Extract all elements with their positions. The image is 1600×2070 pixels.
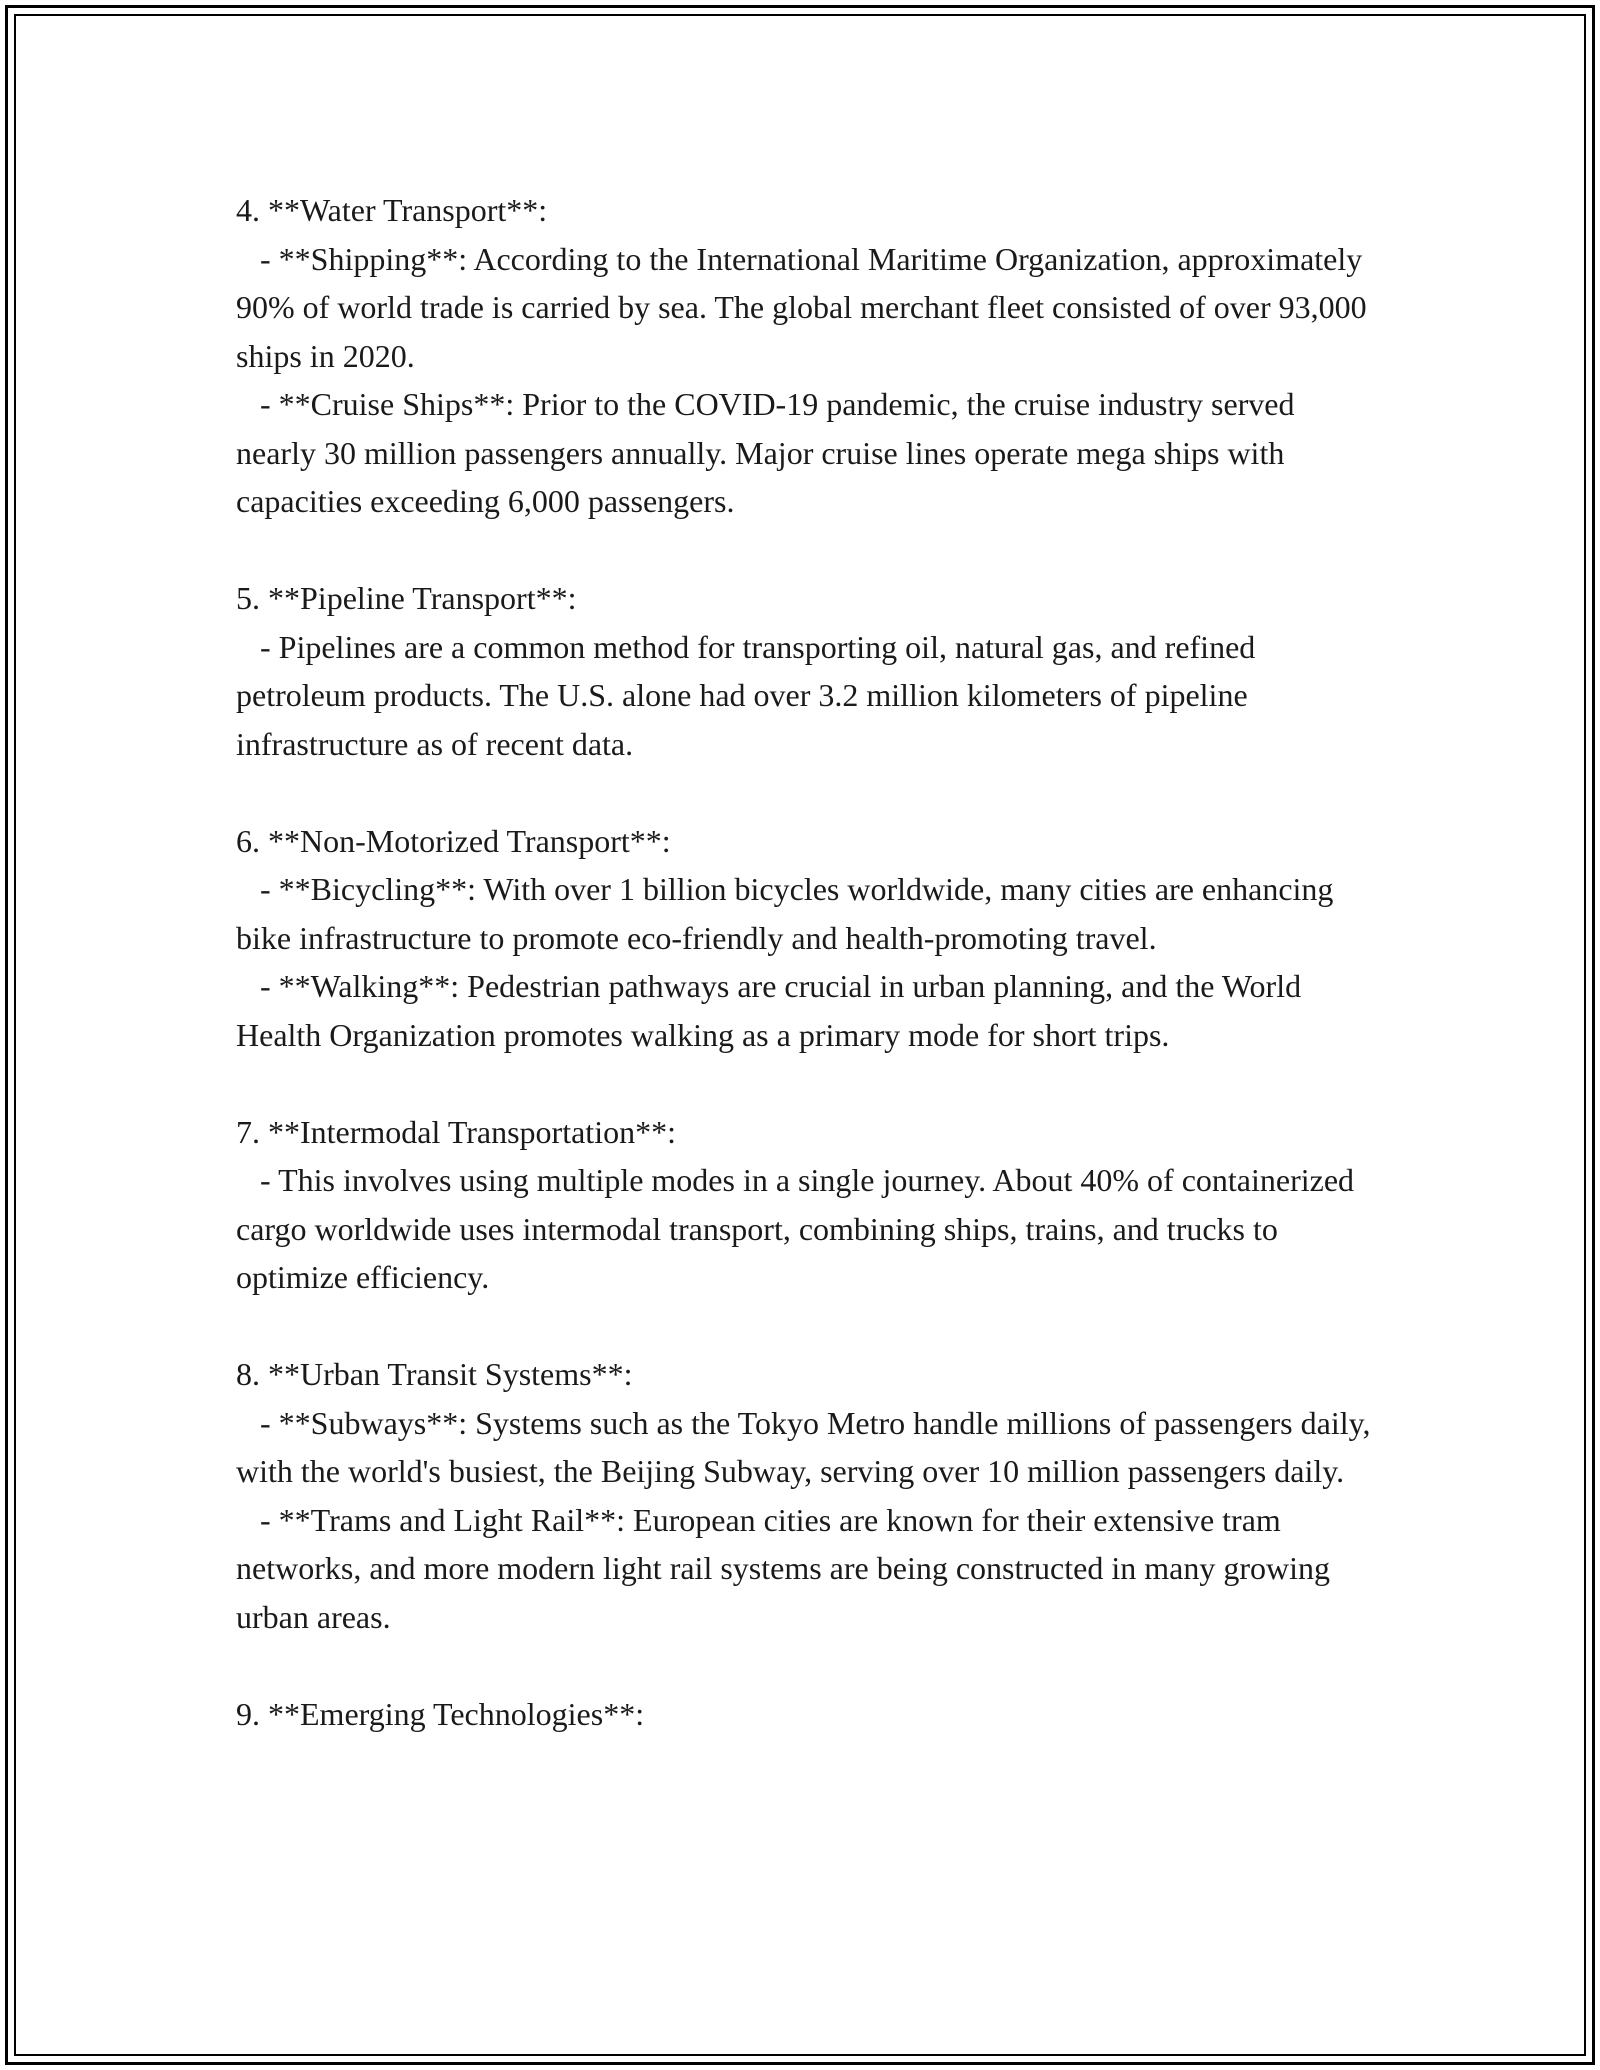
section-water-transport [236,186,1376,526]
section-non-motorized-transport [236,817,1376,1060]
section-heading: 7. **Intermodal Transportation**: [236,1113,676,1150]
section-paragraph: - **Shipping**: According to the International Maritime Organization, approximately 90% of world trade is carried by sea. The global merchant fleet consisted of over 93,000 ships in 2020. [236,240,1375,374]
section-heading: 8. **Urban Transit Systems**: [236,1356,633,1392]
section-paragraph: - Pipelines are a common method for transporting oil, natural gas, and refined petroleum products. The U.S. alone had over 3.2 million kilometers of pipeline infrastructure as of recent data. [236,628,1264,762]
section-heading: 4. **Water Transport**: [236,192,548,228]
section-paragraph: - **Walking**: Pedestrian pathways are crucial in urban planning, and the World Health Organization promotes walking as a primary mode for short trips. [236,968,1310,1053]
section-heading: 9. **Emerging Technologies**: [236,1695,645,1732]
section-intermodal-transportation [236,1108,1376,1302]
section-pipeline-transport [236,574,1376,768]
section-paragraph: - **Subways**: Systems such as the Tokyo Metro handle millions of passengers daily, with the world's busiest, the Beijing Subway, serving over 10 million passengers daily. [236,1404,1379,1489]
document-body [236,186,1379,1787]
section-heading: 5. **Pipeline Transport**: [236,580,577,616]
section-paragraph: - This involves using multiple modes in a single journey. About 40% of containerized cargo worldwide uses intermodal transport, combining ships, trains, and trucks to optimize efficiency. [236,1162,1363,1295]
section-emerging-technologies [236,1690,1376,1739]
section-paragraph: - **Bicycling**: With over 1 billion bicycles worldwide, many cities are enhancing bike infrastructure to promote eco-friendly and health-promoting travel. [236,871,1342,956]
section-urban-transit-systems [236,1350,1379,1641]
section-heading: 6. **Non-Motorized Transport**: [236,822,671,859]
section-paragraph: - **Trams and Light Rail**: European cities are known for their extensive tram networks, and more modern light rail systems are being constructed in many growing urban areas. [236,1501,1338,1635]
section-paragraph: - **Cruise Ships**: Prior to the COVID-19 pandemic, the cruise industry served nearly 30 million passengers annually. Major cruise lines operate mega ships with capacities exceeding 6,000 passengers. [236,386,1303,519]
